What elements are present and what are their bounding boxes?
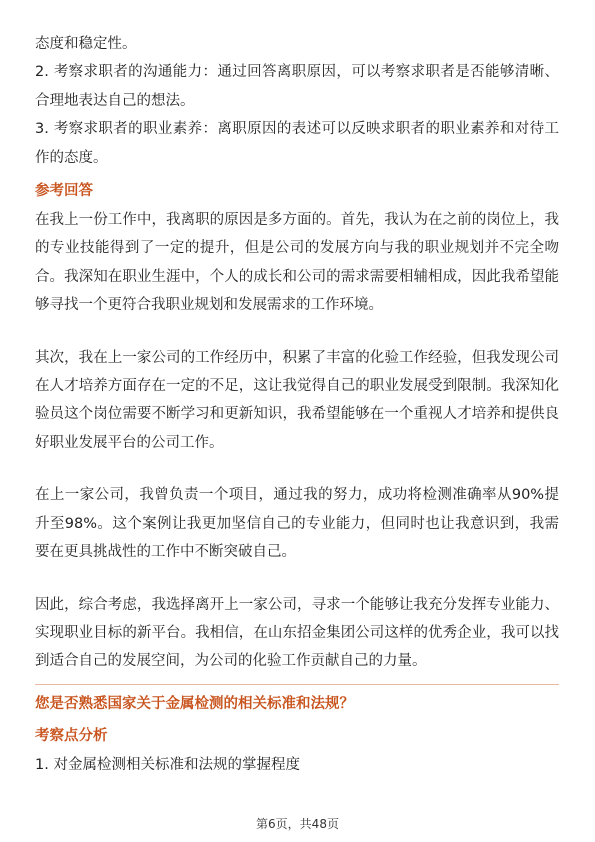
page-number-footer: 第6页，共48页 [256,817,339,831]
analysis-heading: 考察点分析 [35,727,108,744]
reference-answer-heading: 参考回答 [35,183,93,200]
page-content [35,30,559,779]
answer-paragraph-1: 在我上一份工作中，我离职的原因是多方面的。首先，我认为在之前的岗位上，我的专业技能得到了一定的提升，但是公司的发展方向与我的职业规划并不完全吻合。我深知在职业生涯中，个人的成长和公司的需求需要相辅相成，因此我希望能够寻找一个更符合我职业规划和发展需求的工作环境。 [35,212,559,314]
next-question-title: 您是否熟悉国家关于金属检测的相关标准和法规？ [35,695,354,712]
answer-paragraph-3: 在上一家公司，我曾负责一个项目，通过我的努力，成功将检测准确率从90%提升至98%。这个案例让我更加坚信自己的专业能力，但同时也让我意识到，我需要在更具挑战性的工作中不断突破自己。 [35,487,559,561]
intro-line-2: 2. 考察求职者的沟通能力：通过回答离职原因，可以考察求职者是否能够清晰、合理地表达自己的想法。 [35,64,559,109]
answer-paragraph-4: 因此，综合考虑，我选择离开上一家公司，寻求一个能够让我充分发挥专业能力、实现职业目标的新平台。我相信，在山东招金集团公司这样的优秀企业，我可以找到适合自己的发展空间，为公司的化验工作贡献自己的力量。 [35,596,559,670]
answer-paragraph-2: 其次，我在上一家公司的工作经历中，积累了丰富的化验工作经验，但我发现公司在人才培养方面存在一定的不足，这让我觉得自己的职业发展受到限制。我深知化验员这个岗位需要不断学习和更新知识，我希望能够在一个重视人才培养和提供良好职业发展平台的公司工作。 [35,349,559,451]
analysis-item-1: 1. 对金属检测相关标准和法规的掌握程度 [35,756,300,773]
section-divider [35,684,559,685]
intro-line-3: 3. 考察求职者的职业素养：离职原因的表述可以反映求职者的职业素养和对待工作的态度。 [35,121,559,166]
intro-line-1: 态度和稳定性。 [35,36,137,52]
